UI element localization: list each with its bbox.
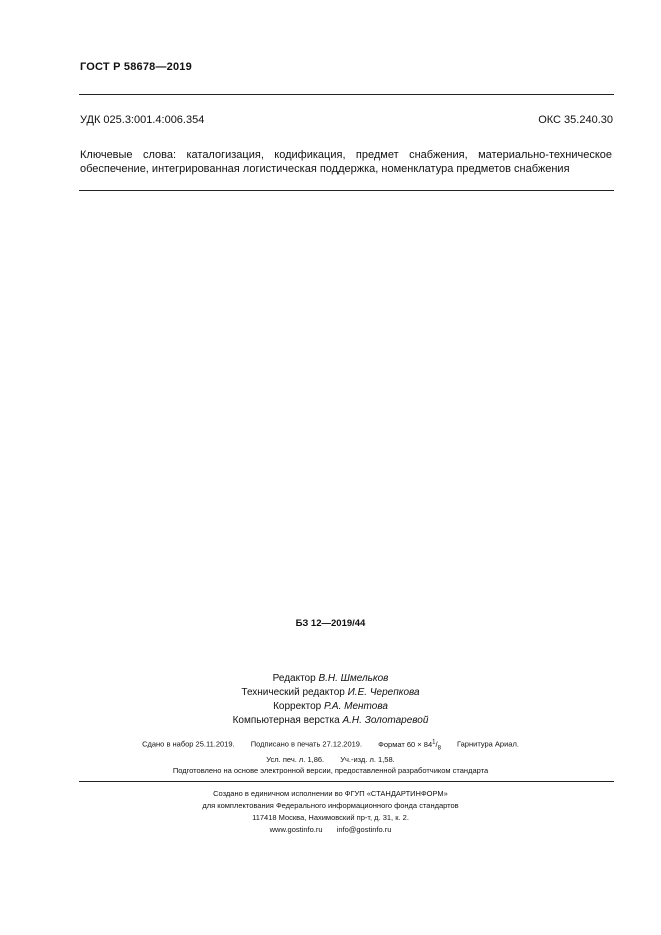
- credit-layout: Компьютерная верстка А.Н. Золотаревой: [232, 715, 429, 726]
- footer-contacts: [0, 824, 661, 836]
- paper-format: Формат $60 \times 84^1/_8$: [378, 739, 441, 751]
- credit-tech-editor: Технический редактор И.Е. Черепкова: [241, 687, 420, 698]
- footer-block: [0, 788, 661, 836]
- oks-code: ОКС 35.240.30: [538, 114, 613, 126]
- print-info-line1: [0, 737, 661, 754]
- email-link[interactable]: info@gostinfo.ru: [336, 825, 392, 834]
- submitted-date: Сдано в набор 25.11.2019.: [142, 739, 235, 749]
- signed-date: Подписано в печать 27.12.2019.: [250, 739, 363, 749]
- credit-corrector: Корректор Р.А. Ментова: [273, 701, 388, 712]
- footer-address: 117418 Москва, Нахимовский пр-т, д. 31, к. 2.: [252, 813, 409, 822]
- standard-title: ГОСТ Р 58678—2019: [80, 61, 192, 73]
- footer-divider: [79, 781, 614, 782]
- keywords-paragraph: Ключевые слова: каталогизация, кодификация, предмет снабжения, материально-техническое обеспечение, интегрированная логистическая поддержка, номенклатура предметов снабжения: [80, 149, 612, 175]
- footer-line2: для комплектования Федерального информационного фонда стандартов: [202, 801, 459, 810]
- keywords-divider: [79, 190, 614, 191]
- printed-sheets: Усл. печ. л. 1,86.: [266, 755, 325, 764]
- footer-line1: Создано в единичном исполнении во ФГУП «СТАНДАРТИНФОРМ»: [213, 789, 448, 798]
- website-link[interactable]: www.gostinfo.ru: [269, 825, 323, 834]
- udk-code: УДК 025.3:001.4:006.354: [80, 114, 205, 126]
- print-info-line2: [0, 754, 661, 765]
- typeface: Гарнитура Ариал.: [457, 739, 519, 749]
- bz-number: БЗ 12—2019/44: [295, 618, 366, 629]
- header-divider: [79, 94, 614, 95]
- credit-editor: Редактор В.Н. Шмельков: [272, 673, 389, 684]
- publishing-sheets: Уч.-изд. л. 1,58.: [340, 755, 395, 764]
- credits-block: [0, 672, 661, 728]
- prepared-note: Подготовлено на основе электронной версии, предоставленной разработчиком стандарта: [172, 766, 489, 775]
- print-info-block: [0, 737, 661, 776]
